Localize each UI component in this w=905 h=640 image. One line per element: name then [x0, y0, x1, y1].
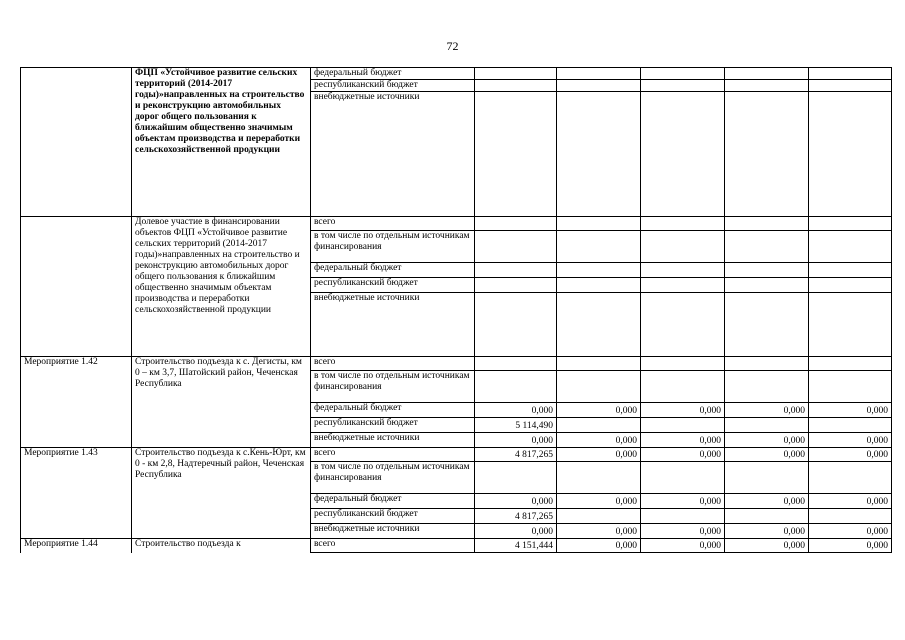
value-cell: 0,000: [809, 494, 892, 509]
value-cell: [725, 231, 809, 263]
value-cell: [475, 263, 557, 278]
value-cell: [557, 509, 641, 524]
value-cell: [475, 462, 557, 494]
value-cell: [641, 263, 725, 278]
value-cell: [475, 217, 557, 231]
measure-id: Мероприятие 1.43: [21, 448, 132, 539]
value-cell: [809, 92, 892, 217]
value-cell: [809, 68, 892, 80]
value-cell: 4 151,444: [475, 539, 557, 553]
value-cell: [557, 357, 641, 371]
funding-source-label: в том числе по отдельным источникам финансирования: [311, 371, 475, 403]
value-cell: [641, 231, 725, 263]
value-cell: 0,000: [475, 494, 557, 509]
table-row: [21, 217, 892, 231]
value-cell: 0,000: [557, 448, 641, 462]
value-cell: [641, 462, 725, 494]
value-cell: [809, 418, 892, 433]
funding-source-label: всего: [311, 357, 475, 371]
value-cell: 0,000: [557, 403, 641, 418]
value-cell: [475, 357, 557, 371]
value-cell: [725, 217, 809, 231]
value-cell: [641, 418, 725, 433]
value-cell: [809, 293, 892, 357]
value-cell: [725, 68, 809, 80]
value-cell: [557, 293, 641, 357]
value-cell: 0,000: [809, 539, 892, 553]
funding-source-label: всего: [311, 448, 475, 462]
funding-source-label: всего: [311, 217, 475, 231]
value-cell: [725, 357, 809, 371]
funding-source-label: внебюджетные источники: [311, 433, 475, 448]
table-row: [21, 357, 892, 371]
value-cell: [475, 80, 557, 92]
value-cell: [641, 371, 725, 403]
value-cell: [475, 371, 557, 403]
value-cell: 0,000: [641, 433, 725, 448]
value-cell: 0,000: [725, 494, 809, 509]
funding-source-label: в том числе по отдельным источникам финансирования: [311, 231, 475, 263]
value-cell: 0,000: [557, 539, 641, 553]
value-cell: [725, 371, 809, 403]
value-cell: 0,000: [641, 448, 725, 462]
value-cell: [557, 462, 641, 494]
value-cell: 4 817,265: [475, 448, 557, 462]
page-number: 72: [446, 39, 459, 53]
value-cell: [557, 231, 641, 263]
value-cell: 0,000: [725, 448, 809, 462]
value-cell: 0,000: [475, 403, 557, 418]
value-cell: [809, 263, 892, 278]
value-cell: [725, 418, 809, 433]
value-cell: 0,000: [725, 524, 809, 539]
funding-source-label: республиканский бюджет: [311, 509, 475, 524]
value-cell: 0,000: [809, 433, 892, 448]
value-cell: [475, 68, 557, 80]
funding-source-label: федеральный бюджет: [311, 68, 475, 80]
value-cell: [641, 357, 725, 371]
value-cell: 0,000: [809, 448, 892, 462]
value-cell: 0,000: [809, 403, 892, 418]
value-cell: [557, 217, 641, 231]
table-row: [21, 448, 892, 462]
value-cell: [809, 80, 892, 92]
value-cell: [557, 418, 641, 433]
value-cell: 0,000: [809, 524, 892, 539]
value-cell: [557, 278, 641, 293]
funding-source-label: федеральный бюджет: [311, 403, 475, 418]
funding-source-label: в том числе по отдельным источникам финансирования: [311, 462, 475, 494]
value-cell: 0,000: [641, 539, 725, 553]
funding-source-label: республиканский бюджет: [311, 278, 475, 293]
measure-name: ФЦП «Устойчивое развитие сельских территорий (2014-2017 годы)»направленных на строительство и реконструкцию автомобильных дорог общего пользования к ближайшим общественно значимым объектам производства и переработки сельскохозяйственной продукции: [132, 68, 311, 217]
funding-source-label: внебюджетные источники: [311, 293, 475, 357]
value-cell: 0,000: [725, 539, 809, 553]
value-cell: [641, 293, 725, 357]
value-cell: 0,000: [557, 433, 641, 448]
value-cell: [557, 68, 641, 80]
value-cell: 0,000: [475, 433, 557, 448]
value-cell: [809, 509, 892, 524]
value-cell: 0,000: [557, 494, 641, 509]
value-cell: [725, 92, 809, 217]
value-cell: [725, 80, 809, 92]
measure-name: Строительство подъезда к с. Дегисты, км 0 – км 3,7, Шатойский район, Чеченская Республика: [132, 357, 311, 448]
value-cell: 0,000: [641, 524, 725, 539]
value-cell: [475, 278, 557, 293]
value-cell: [725, 263, 809, 278]
value-cell: [475, 293, 557, 357]
value-cell: [557, 80, 641, 92]
measure-name: Строительство подъезда к с.Кень-Юрт, км 0 - км 2,8, Надтеречный район, Чеченская Республика: [132, 448, 311, 539]
funding-source-label: федеральный бюджет: [311, 494, 475, 509]
value-cell: [557, 92, 641, 217]
value-cell: [641, 92, 725, 217]
value-cell: [641, 217, 725, 231]
value-cell: [809, 357, 892, 371]
table-row: [21, 539, 892, 553]
funding-source-label: всего: [311, 539, 475, 553]
funding-source-label: республиканский бюджет: [311, 418, 475, 433]
value-cell: [475, 92, 557, 217]
value-cell: [641, 278, 725, 293]
measure-id: Мероприятие 1.42: [21, 357, 132, 448]
value-cell: [725, 278, 809, 293]
value-cell: [641, 68, 725, 80]
value-cell: [725, 462, 809, 494]
budget-table: [20, 67, 892, 553]
value-cell: 0,000: [475, 524, 557, 539]
value-cell: [809, 231, 892, 263]
funding-source-label: внебюджетные источники: [311, 524, 475, 539]
value-cell: [475, 231, 557, 263]
value-cell: 0,000: [557, 524, 641, 539]
value-cell: 5 114,490: [475, 418, 557, 433]
measure-name-text: Строительство подъезда к: [135, 539, 241, 549]
value-cell: 0,000: [725, 403, 809, 418]
value-cell: [809, 278, 892, 293]
value-cell: [557, 371, 641, 403]
measure-name: [132, 539, 311, 553]
value-cell: [725, 293, 809, 357]
table-row: [21, 68, 892, 80]
value-cell: 0,000: [641, 403, 725, 418]
funding-source-label: республиканский бюджет: [311, 80, 475, 92]
value-cell: [557, 263, 641, 278]
value-cell: 0,000: [725, 433, 809, 448]
value-cell: [641, 80, 725, 92]
funding-source-label: федеральный бюджет: [311, 263, 475, 278]
measure-id: [21, 217, 132, 357]
value-cell: 0,000: [641, 494, 725, 509]
value-cell: [809, 217, 892, 231]
value-cell: [809, 371, 892, 403]
value-cell: [641, 509, 725, 524]
value-cell: [809, 462, 892, 494]
value-cell: 4 817,265: [475, 509, 557, 524]
value-cell: [725, 509, 809, 524]
measure-name: Долевое участие в финансировании объектов ФЦП «Устойчивое развитие сельских территорий (2014-2017 годы)»направленных на строительство и реконструкцию автомобильных дорог общего пользования к ближайшим общественно значимым объектам производства и переработки сельскохозяйственной продукции: [132, 217, 311, 357]
measure-id: [21, 68, 132, 217]
funding-source-label: внебюджетные источники: [311, 92, 475, 217]
measure-id: Мероприятие 1.44: [21, 539, 132, 553]
